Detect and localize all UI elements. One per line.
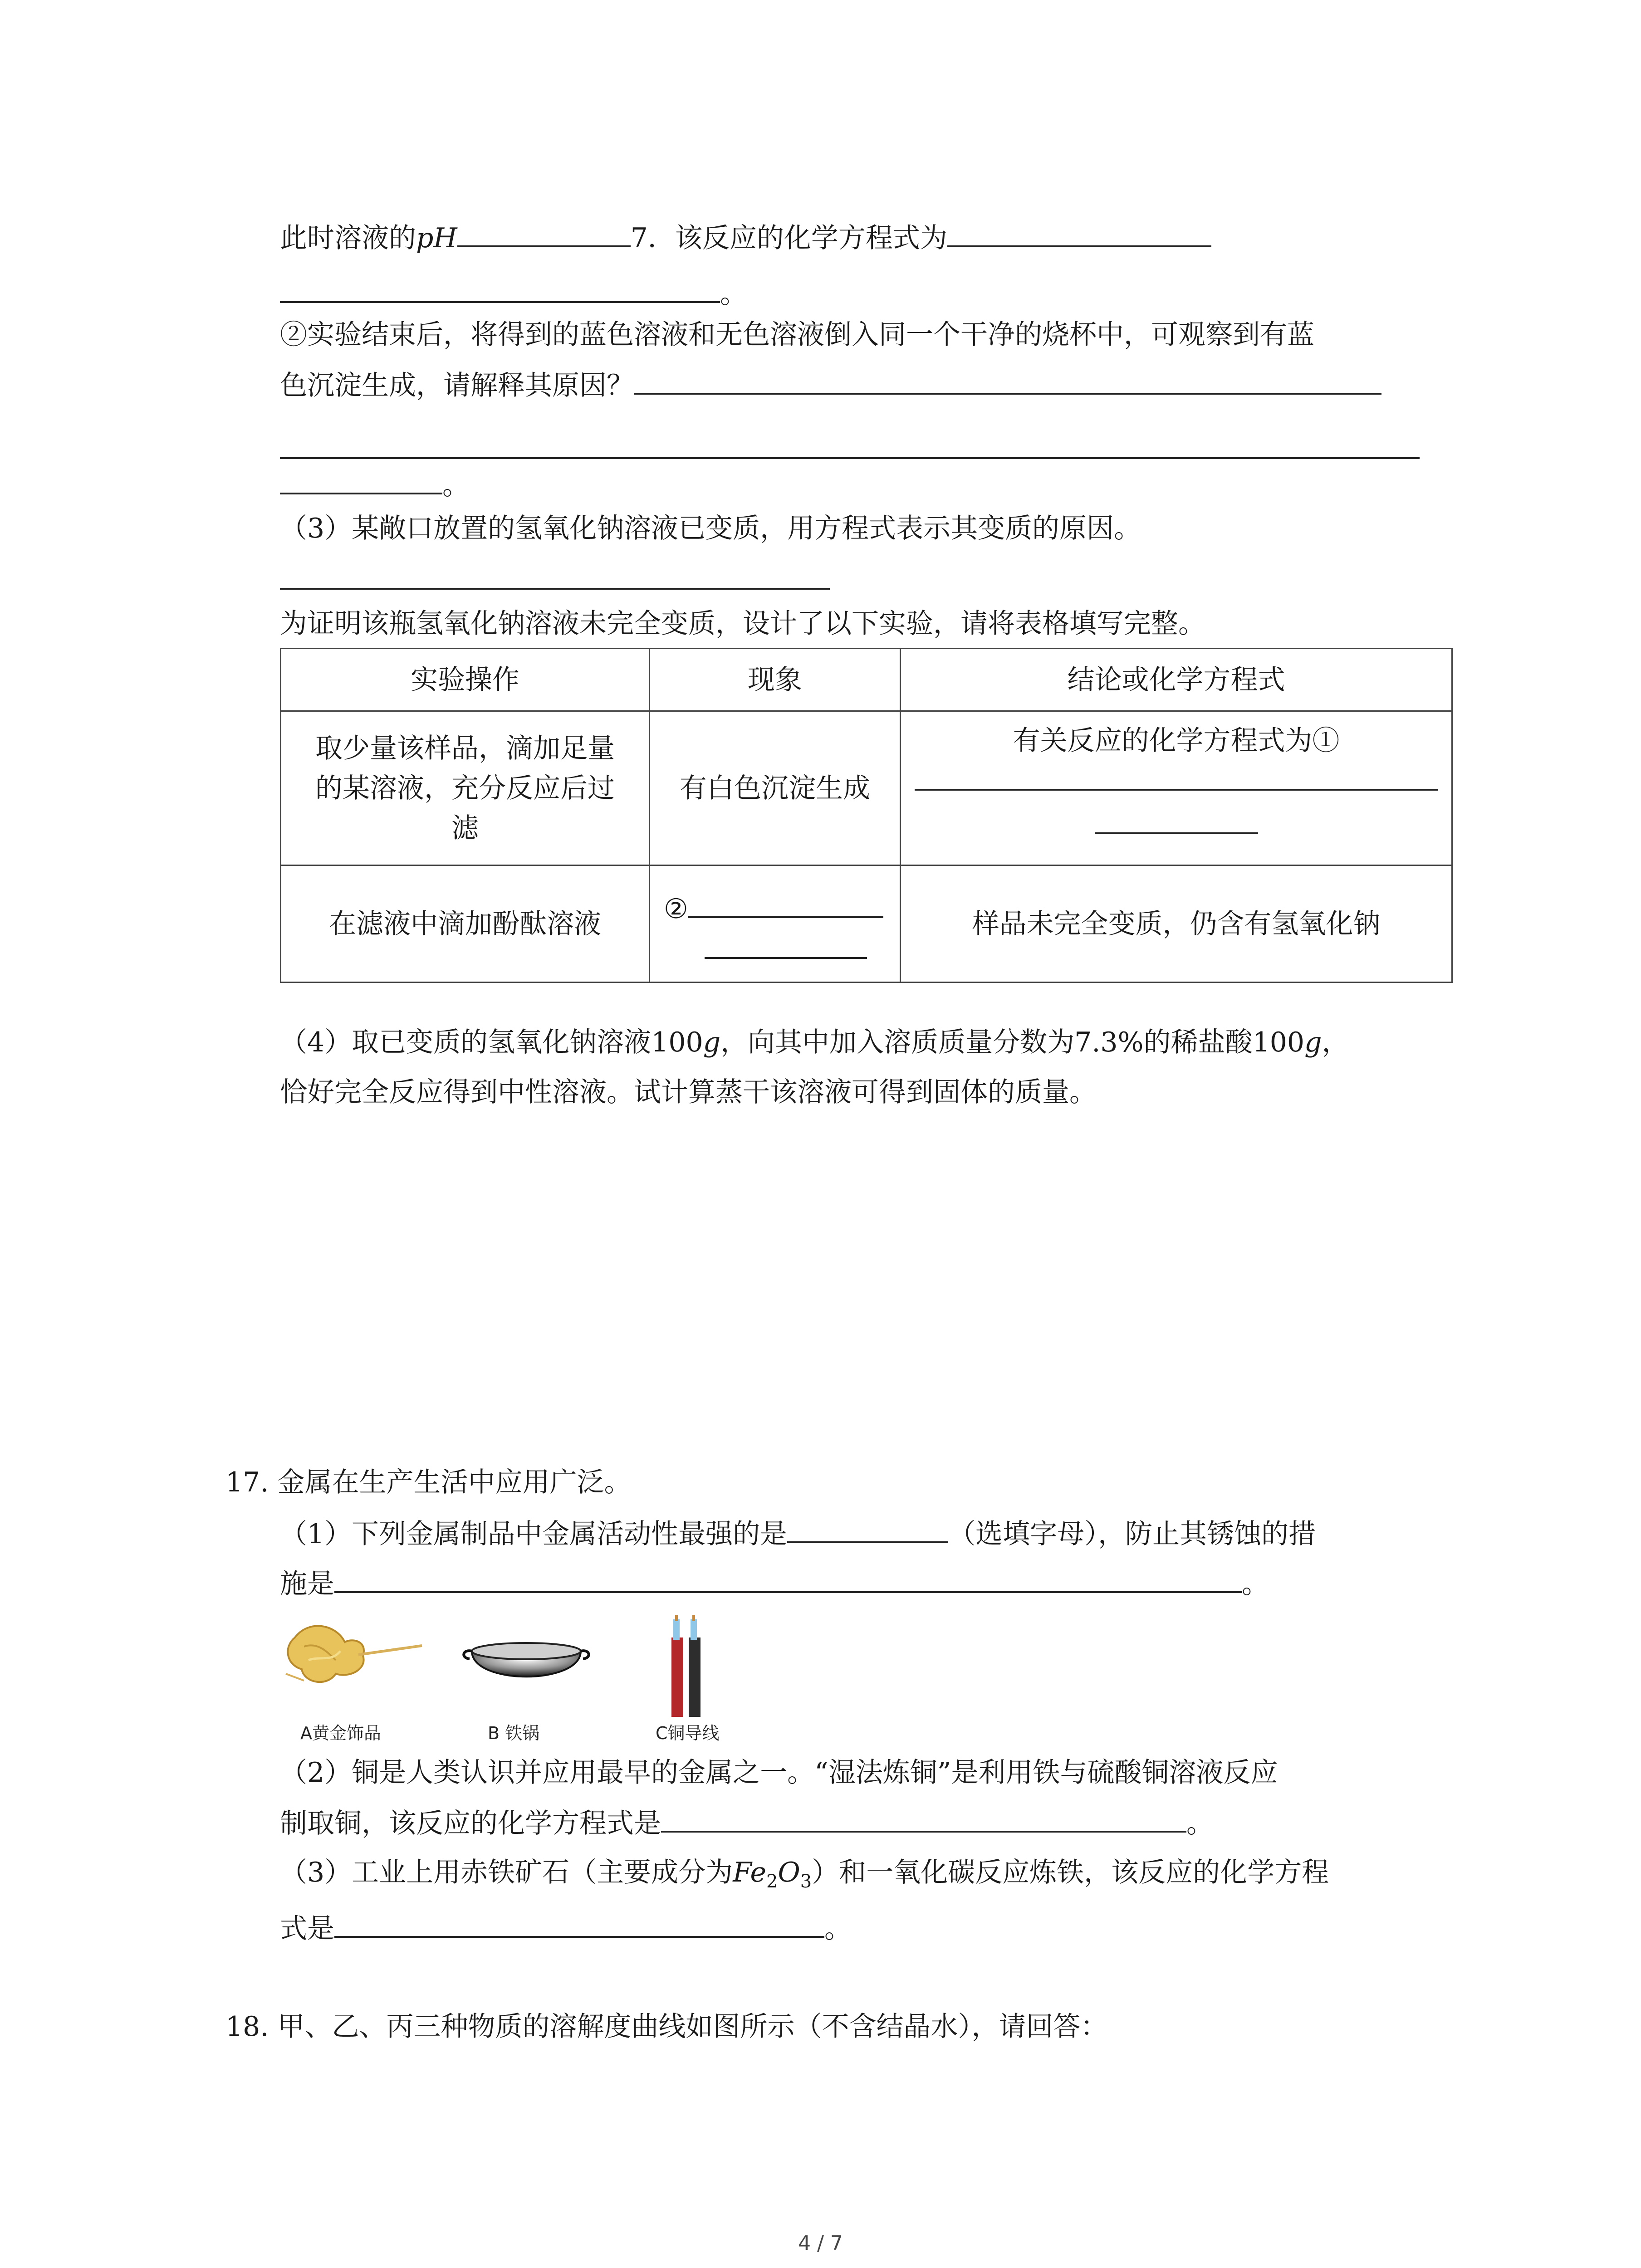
part4-line2: 恰好完全反应得到中性溶液。试计算蒸干该溶液可得到固体的质量。 bbox=[280, 1076, 1097, 1108]
caption-c: C铜导线 bbox=[656, 1723, 720, 1743]
period: 。 bbox=[1186, 1808, 1214, 1839]
q17-title: 17. 金属在生产生活中应用广泛。 bbox=[225, 1466, 632, 1498]
row1-op-line3: 滤 bbox=[451, 812, 479, 844]
o-subscript: 3 bbox=[800, 1871, 812, 1892]
q17-p2-prompt: 制取铜，该反应的化学方程式是 bbox=[280, 1808, 661, 1839]
q17-p1-b: （选填字母），防止其锈蚀的措 bbox=[948, 1518, 1316, 1550]
row2-phenomenon-blank-1[interactable] bbox=[688, 892, 883, 918]
q17-p3-c: 式是 bbox=[280, 1913, 334, 1945]
q17-p2-line1: （2）铜是人类认识并应用最早的金属之一。“湿法炼铜”是利用铁与硫酸铜溶液反应 bbox=[280, 1757, 1278, 1789]
reason-line-3 bbox=[280, 466, 470, 503]
gold-jewelry-image bbox=[277, 1619, 426, 1710]
header-phenomenon: 现象 bbox=[650, 649, 901, 711]
o-symbol: O bbox=[778, 1857, 800, 1888]
row1-equation-blank-2[interactable] bbox=[1095, 791, 1258, 834]
iron-equation-blank[interactable] bbox=[334, 1910, 824, 1938]
table-row bbox=[281, 865, 1452, 982]
copper-wire-image bbox=[662, 1615, 712, 1719]
row1-operation bbox=[281, 711, 650, 865]
experiment-table bbox=[280, 648, 1453, 983]
ph-symbol: pH bbox=[416, 222, 457, 254]
row2-phenomenon-blank-2[interactable] bbox=[705, 929, 867, 959]
caption-a: A黄金饰品 bbox=[300, 1723, 381, 1743]
copper-equation-blank[interactable] bbox=[661, 1804, 1186, 1833]
ph-line bbox=[280, 219, 1211, 256]
q17-p1-c: 施是 bbox=[280, 1568, 334, 1600]
row2-phenomenon bbox=[650, 865, 901, 982]
q17-p1-line1 bbox=[280, 1515, 1316, 1552]
rust-prevention-blank[interactable] bbox=[334, 1565, 1242, 1593]
header-conclusion: 结论或化学方程式 bbox=[901, 649, 1452, 711]
header-operation: 实验操作 bbox=[281, 649, 650, 711]
item2-prompt: 色沉淀生成，请解释其原因？ bbox=[280, 370, 634, 401]
row2-phen-line1 bbox=[664, 889, 891, 929]
period: 。 bbox=[1242, 1568, 1269, 1600]
row1-op-line2: 的某溶液，充分反应后过 bbox=[315, 772, 615, 804]
mass1: 100 bbox=[651, 1026, 703, 1058]
page-number: 4 / 7 bbox=[798, 2232, 843, 2255]
item2-line1: ②实验结束后，将得到的蓝色溶液和无色溶液倒入同一个干净的烧杯中，可观察到有蓝 bbox=[280, 319, 1314, 351]
item2-line2 bbox=[280, 367, 1381, 404]
q18-title: 18. 甲、乙、丙三种物质的溶解度曲线如图所示（不含结晶水），请回答： bbox=[225, 2011, 1108, 2043]
row1-phenomenon: 有白色沉淀生成 bbox=[650, 711, 901, 865]
reason-blank-2[interactable] bbox=[280, 457, 1420, 459]
row1-conclusion-text: 有关反应的化学方程式为① bbox=[1013, 725, 1340, 757]
q17-p3-a: （3）工业上用赤铁矿石（主要成分为 bbox=[280, 1857, 733, 1888]
period: 。 bbox=[720, 278, 747, 310]
equation-blank-2[interactable] bbox=[280, 275, 720, 303]
part3-text: （3）某敞口放置的氢氧化钠溶液已变质，用方程式表示其变质的原因。 bbox=[280, 513, 1141, 544]
part4-d: ， bbox=[1322, 1026, 1349, 1058]
row1-conclusion bbox=[901, 711, 1452, 865]
activity-blank[interactable] bbox=[787, 1515, 948, 1543]
row2-operation: 在滤液中滴加酚酞溶液 bbox=[281, 865, 650, 982]
row2-conclusion: 样品未完全变质，仍含有氢氧化钠 bbox=[901, 865, 1452, 982]
marker-2: ② bbox=[664, 893, 688, 925]
q17-p1-a: （1）下列金属制品中金属活动性最强的是 bbox=[280, 1518, 788, 1550]
reason-blank-3[interactable] bbox=[280, 466, 442, 494]
part4-c: 的稀盐酸 bbox=[1143, 1026, 1253, 1058]
part4-a: （4）取已变质的氢氧化钠溶液 bbox=[280, 1026, 652, 1058]
part3-intro: 为证明该瓶氢氧化钠溶液未完全变质，设计了以下实验，请将表格填写完整。 bbox=[280, 608, 1205, 640]
q17-p3-line2 bbox=[280, 1910, 852, 1947]
caption-b: B 铁锅 bbox=[488, 1723, 540, 1743]
unit-g: g bbox=[1304, 1026, 1322, 1058]
mass2: 100 bbox=[1252, 1026, 1305, 1058]
iron-wok-image bbox=[458, 1631, 594, 1699]
part3-answer-line bbox=[280, 562, 830, 599]
fe-symbol: Fe bbox=[733, 1857, 767, 1888]
percent: 7.3% bbox=[1074, 1026, 1144, 1058]
q17-p3-b: ）和一氧化碳反应炼铁，该反应的化学方程 bbox=[812, 1857, 1329, 1888]
row1-op-line1: 取少量该样品，滴加足量 bbox=[315, 732, 615, 764]
q17-p1-line2 bbox=[280, 1565, 1269, 1602]
part4-line1 bbox=[280, 1024, 1349, 1061]
equation-prompt: 7．该反应的化学方程式为 bbox=[630, 222, 947, 254]
period: 。 bbox=[442, 469, 470, 501]
reason-blank-1[interactable] bbox=[634, 367, 1381, 395]
fe-subscript: 2 bbox=[766, 1871, 778, 1892]
part4-b: ，向其中加入溶质质量分数为 bbox=[720, 1026, 1075, 1058]
period: 。 bbox=[824, 1913, 852, 1945]
table-row bbox=[281, 711, 1452, 865]
table-header-row bbox=[281, 649, 1452, 711]
equation-blank-1[interactable] bbox=[947, 219, 1211, 247]
equation-line-2 bbox=[280, 275, 747, 312]
row1-equation-blank-1[interactable] bbox=[915, 761, 1438, 791]
q17-p3-line1 bbox=[280, 1854, 1329, 1900]
ph-prefix: 此时溶液的 bbox=[280, 222, 416, 254]
deterioration-blank[interactable] bbox=[280, 562, 830, 590]
unit-g: g bbox=[703, 1026, 721, 1058]
ph-blank[interactable] bbox=[457, 219, 631, 247]
q17-p2-line2 bbox=[280, 1804, 1214, 1842]
